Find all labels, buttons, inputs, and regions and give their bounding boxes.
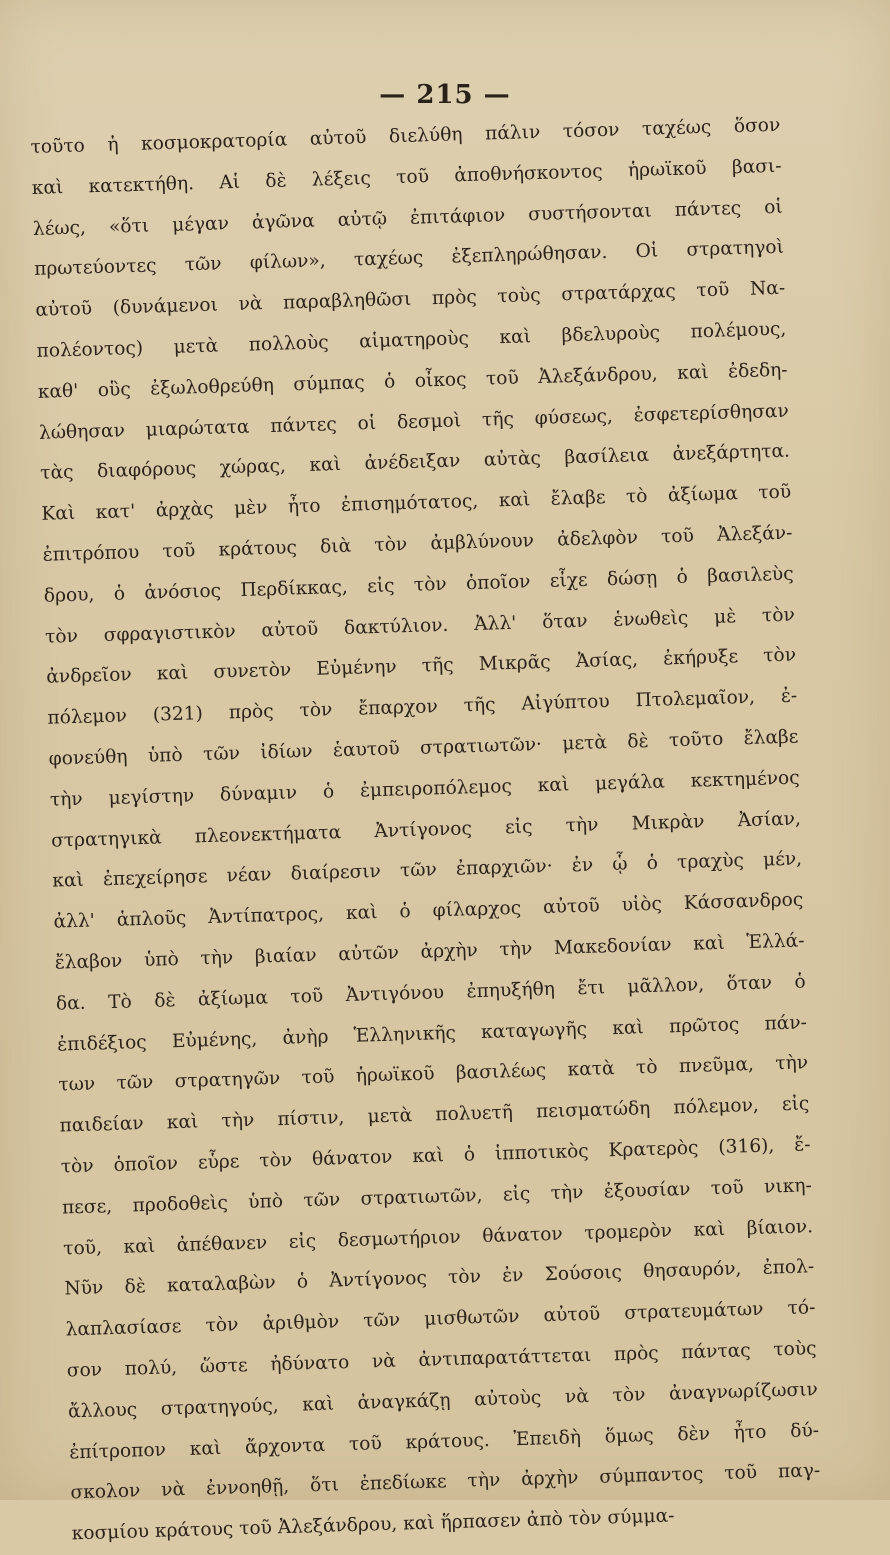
text-line: λέως, «ὅτι μέγαν ἀγῶνα αὐτῷ ἐπιτάφιον συστήσονται πάντες οἱ bbox=[32, 196, 783, 240]
text-line: στρατηγικὰ πλεονεκτήματα Ἀντίγονος εἰς τὴν Μικρὰν Ἀσίαν, bbox=[50, 807, 802, 852]
text-line: πολέοντος) μετὰ πολλοὺς αἱματηροὺς καὶ βδελυροὺς πολέμους, bbox=[36, 318, 787, 362]
text-line: των τῶν στρατηγῶν τοῦ ἡρωϊκοῦ βασιλέως κατὰ τὸ πνεῦμα, τὴν bbox=[58, 1052, 809, 1096]
text-line: πόλεμον (321) πρὸς τὸν ἔπαρχον τῆς Αἰγύπτου Πτολεμαῖον, ἐ- bbox=[47, 685, 798, 729]
text-line: σον πολύ, ὥστε ἠδύνατο νὰ ἀντιπαρατάττεται πρὸς πάντας τοὺς bbox=[66, 1338, 817, 1382]
text-line: καὶ κατεκτήθη. Αἱ δὲ λέξεις τοῦ ἀποθνήσκοντος ἡρωϊκοῦ βασι- bbox=[31, 155, 782, 199]
text-line: ἐπίτροπον καὶ ἄρχοντα τοῦ κράτους. Ἐπειδὴ ὅμως δὲν ἦτο δύ- bbox=[68, 1419, 820, 1463]
text-line: τὸν ὁποῖον εὗρε τὸν θάνατον καὶ ὁ ἱπποτικὸς Κρατερὸς (316), ἔ- bbox=[60, 1134, 811, 1178]
text-line: τὰς διαφόρους χώρας, καὶ ἀνέδειξαν αὐτὰς βασίλεια ἀνεξάρτητα. bbox=[39, 440, 791, 485]
text-line: πρωτεύοντες τῶν φίλων», ταχέως ἐξεπληρώθησαν. Οἱ στρατηγοὶ bbox=[33, 237, 785, 281]
text-line: ἄλλους στρατηγούς, καὶ ἀναγκάζῃ αὐτοὺς νὰ τὸν ἀναγνωρίζωσιν bbox=[67, 1378, 819, 1423]
body-text bbox=[30, 106, 822, 1555]
text-line: λαπλασίασε τὸν ἀριθμὸν τῶν μισθωτῶν αὐτοῦ στρατευμάτων τό- bbox=[65, 1297, 816, 1341]
text-line: δρου, ὁ ἀνόσιος Περδίκκας, εἰς τὸν ὁποῖον εἶχε δώσῃ ὁ βασιλεὺς bbox=[43, 563, 794, 607]
text-line: δα. Τὸ δὲ ἀξίωμα τοῦ Ἀντιγόνου ἐπηυξήθη ἔτι μᾶλλον, ὅταν ὁ bbox=[55, 971, 806, 1015]
text-line: ἐπιδέξιος Εὐμένης, ἀνὴρ Ἑλληνικῆς καταγωγῆς καὶ πρῶτος πάν- bbox=[56, 1011, 808, 1056]
text-line: σκολον νὰ ἐννοηθῇ, ὅτι ἐπεδίωκε τὴν ἀρχὴν σύμπαντος τοῦ παγ- bbox=[70, 1460, 821, 1504]
text-line: καθ' οὓς ἐξωλοθρεύθη σύμπας ὁ οἶκος τοῦ Ἀλεξάνδρου, καὶ ἐδεδη- bbox=[37, 359, 788, 403]
text-line: ἔλαβον ὑπὸ τὴν βιαίαν αὐτῶν ἀρχὴν τὴν Μακεδονίαν καὶ Ἑλλά- bbox=[54, 930, 805, 974]
text-line: ἀνδρεῖον καὶ συνετὸν Εὐμένην τῆς Μικρᾶς Ἀσίας, ἐκήρυξε τὸν bbox=[46, 644, 797, 689]
text-line: φονεύθη ὑπὸ τῶν ἰδίων ἑαυτοῦ στρατιωτῶν· μετὰ δὲ τοῦτο ἔλαβε bbox=[48, 726, 799, 770]
text-line: τὸν σφραγιστικὸν αὐτοῦ δακτύλιον. Ἀλλ' ὅταν ἑνωθεὶς μὲ τὸν bbox=[44, 604, 796, 648]
text-line: παιδείαν καὶ τὴν πίστιν, μετὰ πολυετῆ πεισματώδη πόλεμον, εἰς bbox=[59, 1093, 810, 1137]
text-line: λώθησαν μιαρώτατα πάντες οἱ δεσμοὶ τῆς φύσεως, ἐσφετερίσθησαν bbox=[38, 400, 790, 444]
text-line: τοῦ, καὶ ἀπέθανεν εἰς δεσμωτήριον θάνατον τρομερὸν καὶ βίαιον. bbox=[62, 1215, 814, 1260]
text-line: τὴν μεγίστην δύναμιν ὁ ἐμπειροπόλεμος καὶ μεγάλα κεκτημένος bbox=[49, 767, 800, 811]
text-line: ἐπιτρόπου τοῦ κράτους διὰ τὸν ἀμβλύνουν ἀδελφὸν τοῦ Ἀλεξάν- bbox=[42, 522, 793, 566]
page-number: — 215 — bbox=[379, 80, 511, 110]
text-line: τοῦτο ἡ κοσμοκρατορία αὐτοῦ διελύθη πάλιν τόσον ταχέως ὅσον bbox=[30, 114, 781, 158]
text-line: Νῦν δὲ καταλαβὼν ὁ Ἀντίγονος τὸν ἐν Σούσοις θησαυρόν, ἐπολ- bbox=[64, 1256, 815, 1300]
text-line: αὐτοῦ (δυνάμενοι νὰ παραβληθῶσι πρὸς τοὺς στρατάρχας τοῦ Να- bbox=[35, 277, 786, 322]
text-line: καὶ ἐπεχείρησε νέαν διαίρεσιν τῶν ἐπαρχιῶν· ἐν ᾧ ὁ τραχὺς μέν, bbox=[52, 848, 803, 893]
text-line: κοσμίου κράτους τοῦ Ἀλεξάνδρου, καὶ ἥρπασεν ἀπὸ τὸν σύμμα- bbox=[71, 1505, 675, 1545]
text-line: Καὶ κατ' ἀρχὰς μὲν ἦτο ἐπισημότατος, καὶ ἔλαβε τὸ ἀξίωμα τοῦ bbox=[41, 481, 792, 525]
text-line: ἀλλ' ἁπλοῦς Ἀντίπατρος, καὶ ὁ φίλαρχος αὐτοῦ υἱὸς Κάσσανδρος bbox=[53, 889, 804, 933]
text-line: πεσε, προδοθεὶς ὑπὸ τῶν στρατιωτῶν, εἰς τὴν ἐξουσίαν τοῦ νικη- bbox=[61, 1174, 813, 1219]
